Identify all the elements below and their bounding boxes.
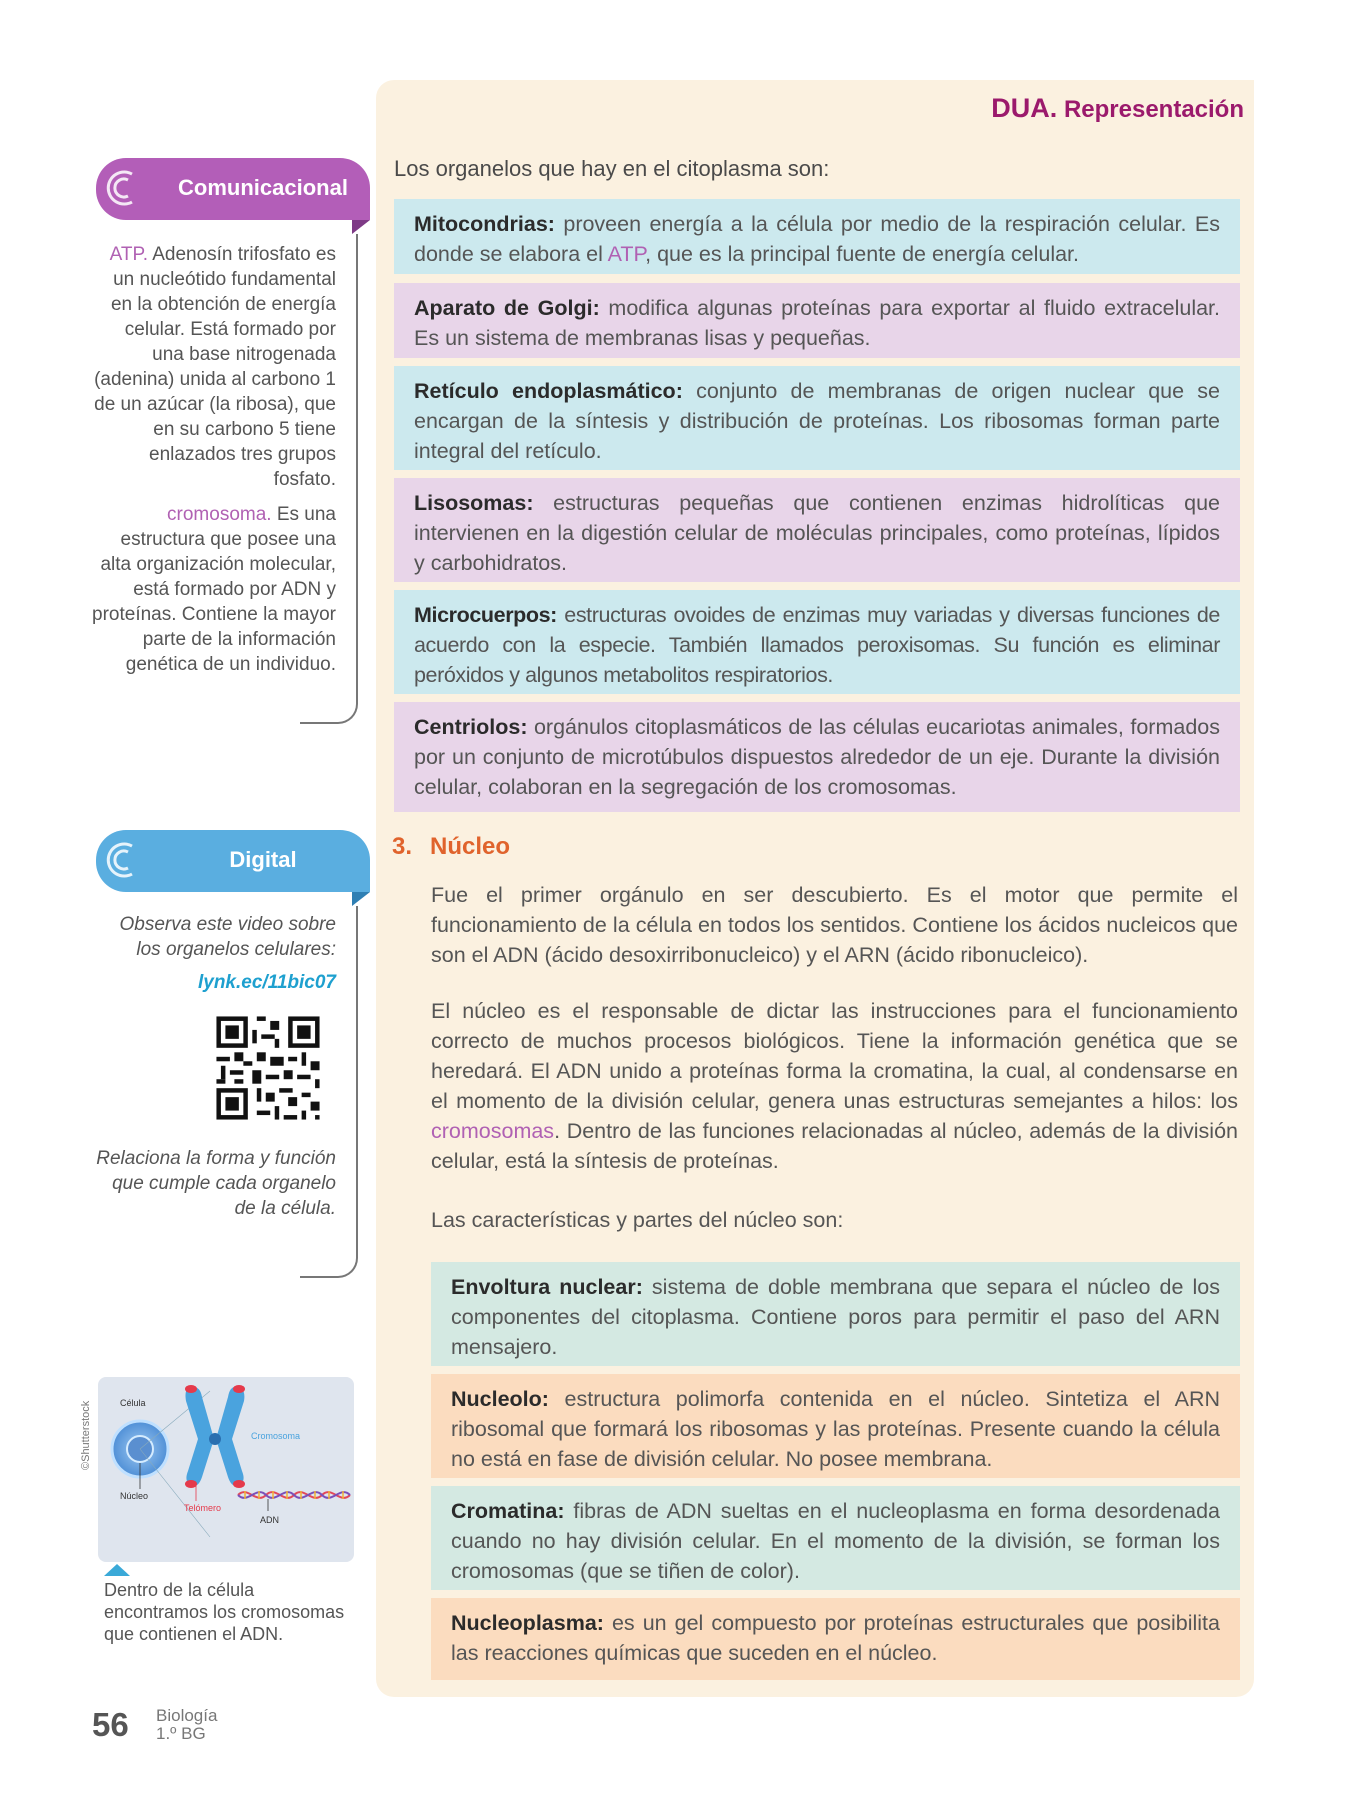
cromosoma-definition: Es una estructura que posee una alta organización molecular, está formado por ADN y proteínas. Contiene la mayor parte de la información genética de un individuo. bbox=[92, 504, 336, 675]
organelle-box-reticulo bbox=[394, 366, 1240, 470]
qr-code[interactable] bbox=[203, 1003, 333, 1133]
definition: modifica algunas proteínas para exportar al fluido extracelular. Es un sistema de membranas lisas y pequeñas. bbox=[414, 296, 1220, 350]
label-dna: ADN bbox=[260, 1515, 280, 1525]
paragraph-text: El núcleo es el responsable de dictar las instrucciones para el funcionamiento correcto de muchos procesos biológicos. Tiene la información genética que se heredará. El ADN unido a proteínas forma la cromatina, la cual, al condensarse en el momento de la división celular, genera unas estructuras semejantes a hilos: los bbox=[431, 999, 1238, 1113]
grade-label: 1.º BG bbox=[156, 1724, 206, 1743]
section-number: 3. bbox=[392, 833, 413, 860]
term: Retículo endoplasmático: bbox=[414, 379, 683, 403]
image-credit: ©Shutterstock bbox=[80, 1400, 92, 1470]
chromosome-diagram bbox=[98, 1377, 354, 1562]
cromosoma-term: cromosoma. bbox=[167, 504, 272, 525]
label-nucleus: Núcleo bbox=[120, 1491, 149, 1501]
definition: proveen energía a la célula por medio de la respiración celular. Es donde se elabora el bbox=[414, 212, 1220, 266]
definition: conjunto de membranas de origen nuclear que se encargan de la síntesis y distribución de proteínas. Los ribosomas forman parte integral del retículo. bbox=[414, 379, 1220, 463]
glossary-link-atp[interactable]: ATP bbox=[607, 242, 646, 266]
comunicacional-atp-text bbox=[92, 242, 336, 492]
definition: orgánulos citoplasmáticos de las células eucariotas animales, formados por un conjunto de microtúbulos dispuestos alrededor de un eje. Durante la división celular, colaboran en la segregación de los cromosomas. bbox=[414, 715, 1220, 799]
definition: estructuras ovoides de enzimas muy variadas y diversas funciones de acuerdo con la especie. También llamados peroxisomas. Su función es eliminar peróxidos y algunos metabolitos respiratorios. bbox=[414, 603, 1220, 687]
digital-fold bbox=[352, 892, 370, 906]
nucleus-part-nucleolo bbox=[431, 1374, 1240, 1478]
paragraph-text: . Dentro de las funciones relacionadas al núcleo, además de la división celular, está la síntesis de proteínas. bbox=[431, 1119, 1238, 1173]
intro-text: Los organelos que hay en el citoplasma son: bbox=[394, 156, 830, 181]
atp-definition: Adenosín trifosfato es un nucleótido fundamental en la obtención de energía celular. Está formado por una base nitrogenada (adenina) unida al carbono 1 de un azúcar (la ribosa), que en su carbono 5 tiene enlazados tres grupos fosfato. bbox=[94, 244, 336, 490]
dua-header bbox=[991, 93, 1244, 124]
nucleus-paragraph-3: Las características y partes del núcleo son: bbox=[431, 1208, 844, 1232]
illustration-caption: Dentro de la célula encontramos los cromosomas que contienen el ADN. bbox=[104, 1580, 345, 1644]
term: Lisosomas: bbox=[414, 491, 534, 515]
definition: sistema de doble membrana que separa el núcleo de los componentes del citoplasma. Contiene poros para permitir el paso del ARN mensajero. bbox=[451, 1275, 1220, 1359]
cell-chromosome-illustration bbox=[98, 1377, 354, 1562]
footer-subject bbox=[156, 1707, 217, 1743]
nucleus-part-envoltura bbox=[431, 1262, 1240, 1366]
qr-code-image bbox=[203, 1003, 333, 1133]
comunicacional-title: Comunicacional bbox=[178, 175, 348, 200]
digital-title: Digital bbox=[229, 847, 297, 872]
label-telomere: Telómero bbox=[184, 1503, 222, 1513]
term: Aparato de Golgi: bbox=[414, 296, 600, 320]
digital-link[interactable]: lynk.ec/11bic07 bbox=[197, 972, 336, 993]
dua-label: Representación bbox=[1063, 96, 1244, 123]
term: Nucleoplasma: bbox=[451, 1611, 604, 1635]
nucleus-part-nucleoplasma bbox=[431, 1598, 1240, 1680]
caption-triangle-icon bbox=[104, 1564, 130, 1576]
organelle-box-centriolos bbox=[394, 702, 1240, 812]
term: Cromatina: bbox=[451, 1499, 565, 1523]
digital-header bbox=[96, 830, 370, 892]
comunicacional-fold bbox=[352, 220, 370, 234]
digital-instruction: Observa este video sobre los organelos celulares: bbox=[119, 914, 336, 960]
nucleus-paragraph-1: Fue el primer orgánulo en ser descubierto. Es el motor que permite el funcionamiento de la célula en todos los sentidos. Contiene los ácidos nucleicos que son el ADN (ácido desoxirribonucleico) y el ARN (ácido ribonucleico). bbox=[431, 883, 1238, 967]
term: Centriolos: bbox=[414, 715, 528, 739]
subject-name: Biología bbox=[156, 1706, 218, 1725]
dna-helix bbox=[238, 1491, 350, 1499]
definition: estructura polimorfa contenida en el núcleo. Sintetiza el ARN ribosomal que formará los ribosomas y las proteínas. Presente cuando la célula no está en fase de división celular. No posee membrana. bbox=[451, 1387, 1220, 1471]
page-number: 56 bbox=[92, 1706, 129, 1743]
comunicacional-icon bbox=[104, 168, 138, 208]
dua-bold: DUA. bbox=[991, 93, 1058, 123]
section-title: Núcleo bbox=[430, 833, 511, 860]
atp-term: ATP. bbox=[109, 244, 148, 265]
definition: , que es la principal fuente de energía celular. bbox=[645, 242, 1079, 266]
chromosome-shape bbox=[185, 1385, 245, 1488]
definition: fibras de ADN sueltas en el nucleoplasma en forma desordenada cuando no hay división celular. En el momento de la división, se forman los cromosomas (que se tiñen de color). bbox=[451, 1499, 1220, 1583]
term: Envoltura nuclear: bbox=[451, 1275, 643, 1299]
organelle-box-lisosomas bbox=[394, 478, 1240, 582]
term: Mitocondrias: bbox=[414, 212, 555, 236]
organelle-box-golgi bbox=[394, 283, 1240, 358]
term: Nucleolo: bbox=[451, 1387, 549, 1411]
comunicacional-crom-text bbox=[92, 502, 336, 677]
nucleus-paragraph-2 bbox=[431, 996, 1238, 1176]
digital-icon bbox=[104, 840, 138, 880]
glossary-link-cromosomas[interactable]: cromosomas bbox=[431, 1119, 555, 1143]
term: Microcuerpos: bbox=[414, 603, 557, 627]
definition: estructuras pequeñas que contienen enzimas hidrolíticas que intervienen en la digestión celular de moléculas principales, como proteínas, lípidos y carbohidratos. bbox=[414, 491, 1220, 575]
organelle-box-microcuerpos bbox=[394, 590, 1240, 694]
digital-activity: Relaciona la forma y función que cumple cada organelo de la célula. bbox=[96, 1148, 336, 1219]
nucleus-part-cromatina bbox=[431, 1486, 1240, 1590]
comunicacional-header bbox=[96, 158, 370, 220]
definition: es un gel compuesto por proteínas estructurales que posibilita las reacciones químicas que suceden en el núcleo. bbox=[451, 1611, 1220, 1665]
label-cell: Célula bbox=[120, 1398, 146, 1408]
label-chromosome: Cromosoma bbox=[251, 1431, 301, 1441]
organelle-box-mitocondrias bbox=[394, 199, 1240, 274]
